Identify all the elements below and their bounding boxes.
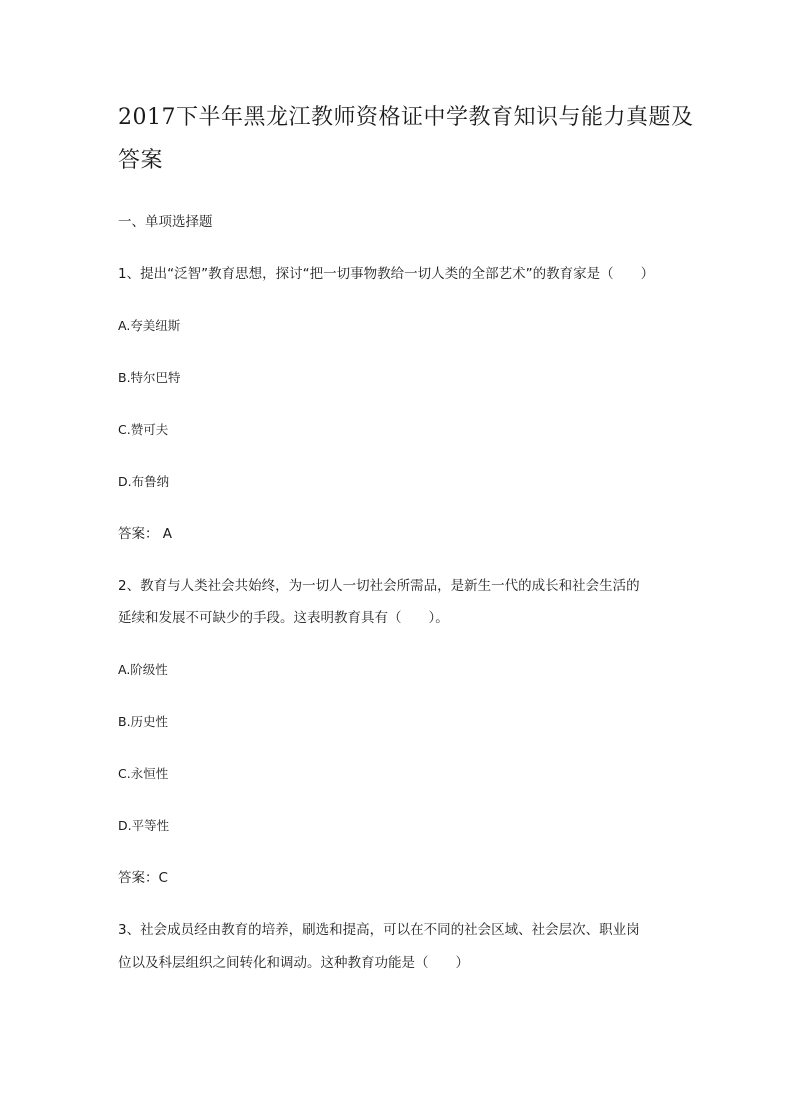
question-1-stem: 1、提出“泛智”教育思想，探讨“把一切事物教给一切人类的全部艺术”的教育家是（ ） xyxy=(118,266,655,282)
question-1-answer: 答案： A xyxy=(118,526,173,542)
question-1-option-c: C.赞可夫 xyxy=(118,422,169,437)
document-title-line-1: 2017下半年黑龙江教师资格证中学教育知识与能力真题及 xyxy=(118,105,694,130)
section-heading: 一、单项选择题 xyxy=(118,214,213,230)
question-2-option-d: D.平等性 xyxy=(118,818,170,833)
question-1-option-b: B.特尔巴特 xyxy=(118,370,181,385)
document-title-line-2: 答案 xyxy=(118,148,164,173)
question-1-option-d: D.布鲁纳 xyxy=(118,474,170,489)
question-2-option-c: C.永恒性 xyxy=(118,766,169,781)
question-2-option-a: A.阶级性 xyxy=(118,662,168,677)
question-2-answer: 答案：C xyxy=(118,870,168,886)
question-1-option-a: A.夸美纽斯 xyxy=(118,318,181,333)
question-3-stem-line-1: 3、社会成员经由教育的培养，刷选和提高，可以在不同的社会区域、社会层次、职业岗 xyxy=(118,922,640,938)
question-2-stem-line-1: 2、教育与人类社会共始终，为一切人一切社会所需品，是新生一代的成长和社会生活的 xyxy=(118,578,640,594)
question-2-stem-line-2: 延续和发展不可缺少的手段。这表明教育具有（ ）。 xyxy=(118,610,449,626)
question-2-option-b: B.历史性 xyxy=(118,714,169,729)
question-3-stem-line-2: 位以及科层组织之间转化和调动。这种教育功能是（ ） xyxy=(118,955,469,971)
